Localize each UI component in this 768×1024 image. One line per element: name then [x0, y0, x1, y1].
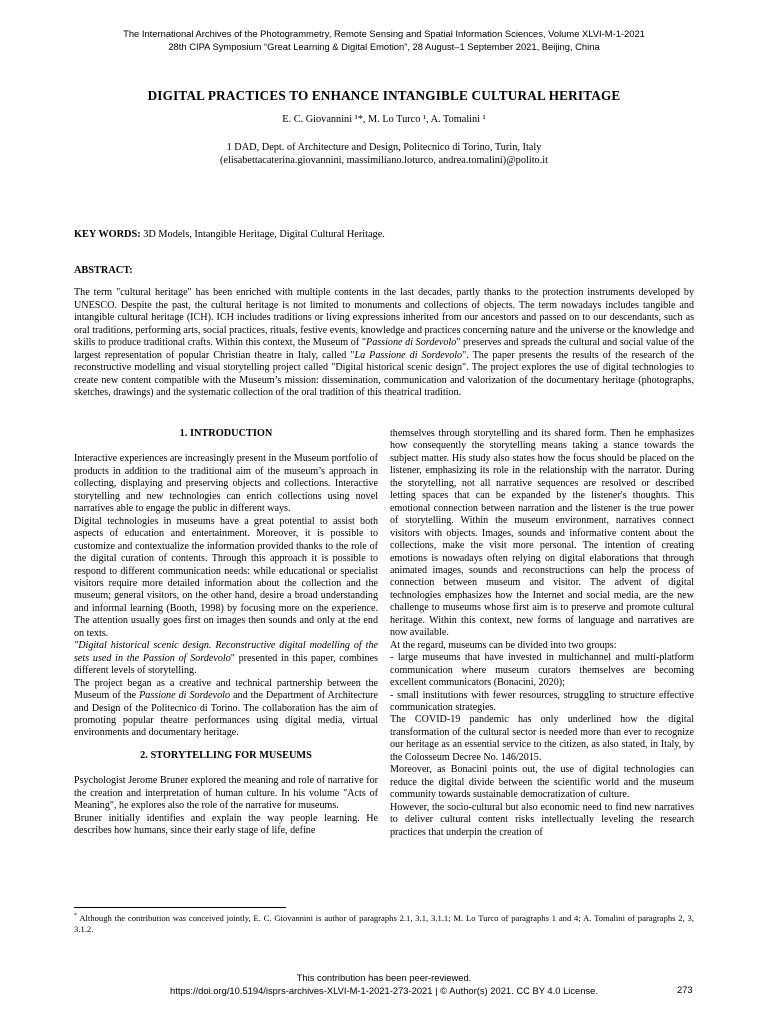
project-title-italic: "Digital historical scenic design. Reconstructive digital modelling of the sets used in the Passion of Sordevolo	[74, 640, 378, 664]
footnote-divider	[74, 907, 286, 908]
affiliation	[0, 141, 768, 167]
keywords	[74, 229, 694, 240]
intro-paragraph-4-italic: Passione di Sordevolo	[139, 690, 231, 702]
section-1-heading: 1. INTRODUCTION	[179, 428, 273, 439]
abstract-italic-2: La Passione di Sordevolo	[354, 349, 463, 361]
footnote-text: Although the contribution was conceived jointly, E. C. Giovannini is author of paragraphs 2.1, 3.1, 3.1.1; M. Lo Turco of paragraphs 1 and 4; A. Tomalini of paragraphs 2, 3, 3.1.2.	[74, 912, 694, 934]
right-paragraph-5: However, the socio-cultural but also economic need to find new narratives to deliver cultural content risks intellectually leveling the research practices that underpin the creation of	[390, 801, 694, 838]
intro-paragraph-3-rest: " presented in this paper, combines different levels of storytelling.	[74, 652, 378, 677]
page-footer	[0, 971, 768, 997]
footnote-mark: *	[74, 913, 77, 919]
left-column	[74, 428, 378, 838]
abstract-heading: ABSTRACT:	[74, 265, 133, 276]
right-column	[390, 428, 694, 839]
right-list-item-2: - small institutions with fewer resources, struggling to structure effective communication strategies.	[390, 689, 694, 713]
intro-paragraph-3	[74, 640, 378, 677]
running-header	[0, 28, 768, 53]
peer-review-note: This contribution has been peer-reviewed.	[296, 972, 472, 983]
keywords-label: KEY WORDS:	[74, 229, 141, 240]
storytelling-paragraph-2: Bruner initially identifies and explain the way people learning. He describes how humans, since their early stage of life, define	[74, 812, 378, 837]
right-list-item-1: - large museums that have invested in multichannel and multi-platform communication where museum curators themselves are becoming excellent communicators (Bonacini, 2020);	[390, 652, 694, 689]
intro-paragraph-4-a: The project began as a creative and technical partnership between the Museum of the	[74, 677, 378, 702]
doi-license-link[interactable]: https://doi.org/10.5194/isprs-archives-XLVI-M-1-2021-273-2021 | © Author(s) 2021. CC BY 4.0 License.	[170, 985, 598, 996]
abstract-italic-1: Passione di Sordevolo	[366, 337, 457, 349]
paper-title: DIGITAL PRACTICES TO ENHANCE INTANGIBLE CULTURAL HERITAGE	[147, 88, 621, 103]
abstract-text-1: The term "cultural heritage" has been enriched with multiple contents in the last decades, partly thanks to the protection instruments developed by UNESCO. Despite the past, the cultural heritage is not limited to monuments and collections of objects. The term nowadays includes tangible and intangible cultural heritage (ICH). ICH includes traditions or living expressions inherited from our ancestors and passed on to our descendants, such as oral traditions, performing arts, social practices, rituals, festive events, knowledge and practices concerning nature and the universe or the knowledge and skills to produce traditional crafts. Within this context, the Museum of "	[74, 287, 694, 349]
right-paragraph-1: themselves through storytelling and its shared form. Then he emphasizes how consequently the storytelling means taking a stance towards the subject matter. His study also states how the focus should be placed on the listener, emphasizing its role in the relationship with the narrator. During the storytelling, not all narrative sequences are resolved or described letting spaces that can be expanded by the listener's thoughts. This emotional connection between narration and the listener is the true power of storytelling. Within the museum environment, narratives connect visitors with objects. Images, sounds and informative content about the collections, make the visit more personal. The intention of creating emotions is nowadays often relying on digital elaborations that through animated images, sounds and reconstructions can help the process of connection between museum and visitor. The advent of digital technologies emphasizes how the Internet and social media, are the new challenge to museums whose first aim is to preserve and promote cultural heritage. Within this context, new forms of language and narratives are now available.	[390, 428, 694, 639]
header-line-1: The International Archives of the Photogrammetry, Remote Sensing and Spatial Information Sciences, Volume XLVI-M-1-2021	[123, 28, 645, 39]
right-paragraph-4: Moreover, as Bonacini points out, the use of digital technologies can reduce the digital divide between the scientific world and the museum community towards sustainable democratization of culture.	[390, 764, 694, 801]
header-line-2: 28th CIPA Symposium “Great Learning & Digital Emotion”, 28 August–1 September 2021, Beijing, China	[168, 40, 600, 52]
intro-paragraph-1: Interactive experiences are increasingly present in the Museum portfolio of products in addition to the traditional aim of the museum’s approach in collecting, displaying and preserving objects and collections. Interactive storytelling and new technologies can enrich collections using novel narratives able to engage the public in different ways.	[74, 453, 378, 515]
intro-paragraph-4	[74, 678, 378, 740]
intro-paragraph-4-b: and the Department of Architecture and Design of the Politecnico di Torino. The collaboration has the aim of promoting popular theatre performances using digital media, virtual environments and documentary heritage.	[74, 690, 378, 739]
footnote	[74, 911, 694, 935]
storytelling-paragraph-1: Psychologist Jerome Bruner explored the meaning and role of narrative for the creation and interpretation of human culture. In his volume "Acts of Meaning", he explores also the role of the narrative for museums.	[74, 775, 378, 812]
abstract-text-2: " preserves and spreads the cultural and social value of the largest representation of popular Christian theatre in Italy, called "	[74, 337, 694, 361]
abstract-body	[74, 287, 694, 400]
abstract-text-3: ". The paper presents the results of the research of the reconstructive modelling and visual storytelling project called "Digital historical scenic design". The project explores the use of digital technologies to create new content compatible with the Museum’s mission: dissemination, communication and valorization of the documentary heritage (photographs, sketches, drawings) and the systematic collection of the oral tradition of this theatrical tradition.	[74, 349, 694, 399]
affiliation-emails: (elisabettacaterina.giovannini, massimiliano.loturco, andrea.tomalini)@polito.it	[219, 155, 549, 166]
intro-paragraph-2: Digital technologies in museums have a great potential to assist both aspects of education and entertainment. Moreover, it is possible to customize and contextualize the information provided thanks to the role of the digital curation of contents. Through this approach it is possible to respond to different communication needs: while educational or specialist visitors require more detailed information about the collection and the museum; general visitors, on the other hand, desire a broad understanding and informal learning (Booth, 1998) by focusing more on the experience. The attention usually goes first on images then sounds and only at the end on texts.	[74, 515, 378, 639]
affiliation-line-1: 1 DAD, Dept. of Architecture and Design, Politecnico di Torino, Turin, Italy	[226, 142, 542, 153]
right-paragraph-3: The COVID-19 pandemic has only underlined how the digital transformation of the cultural sector is needed more than ever to recognize our heritage as an essential service to the citizen, as also stated, in Italy, by the Colosseum Decree No. 146/2015.	[390, 714, 694, 763]
right-paragraph-2: At the regard, museums can be divided into two groups:	[390, 639, 617, 651]
page-number: 273	[677, 984, 693, 995]
keywords-text: 3D Models, Intangible Heritage, Digital Cultural Heritage.	[140, 229, 385, 240]
section-2-heading: 2. STORYTELLING FOR MUSEUMS	[140, 749, 312, 761]
author-list: E. C. Giovannini ¹*, M. Lo Turco ¹, A. Tomalini ¹	[282, 114, 486, 125]
